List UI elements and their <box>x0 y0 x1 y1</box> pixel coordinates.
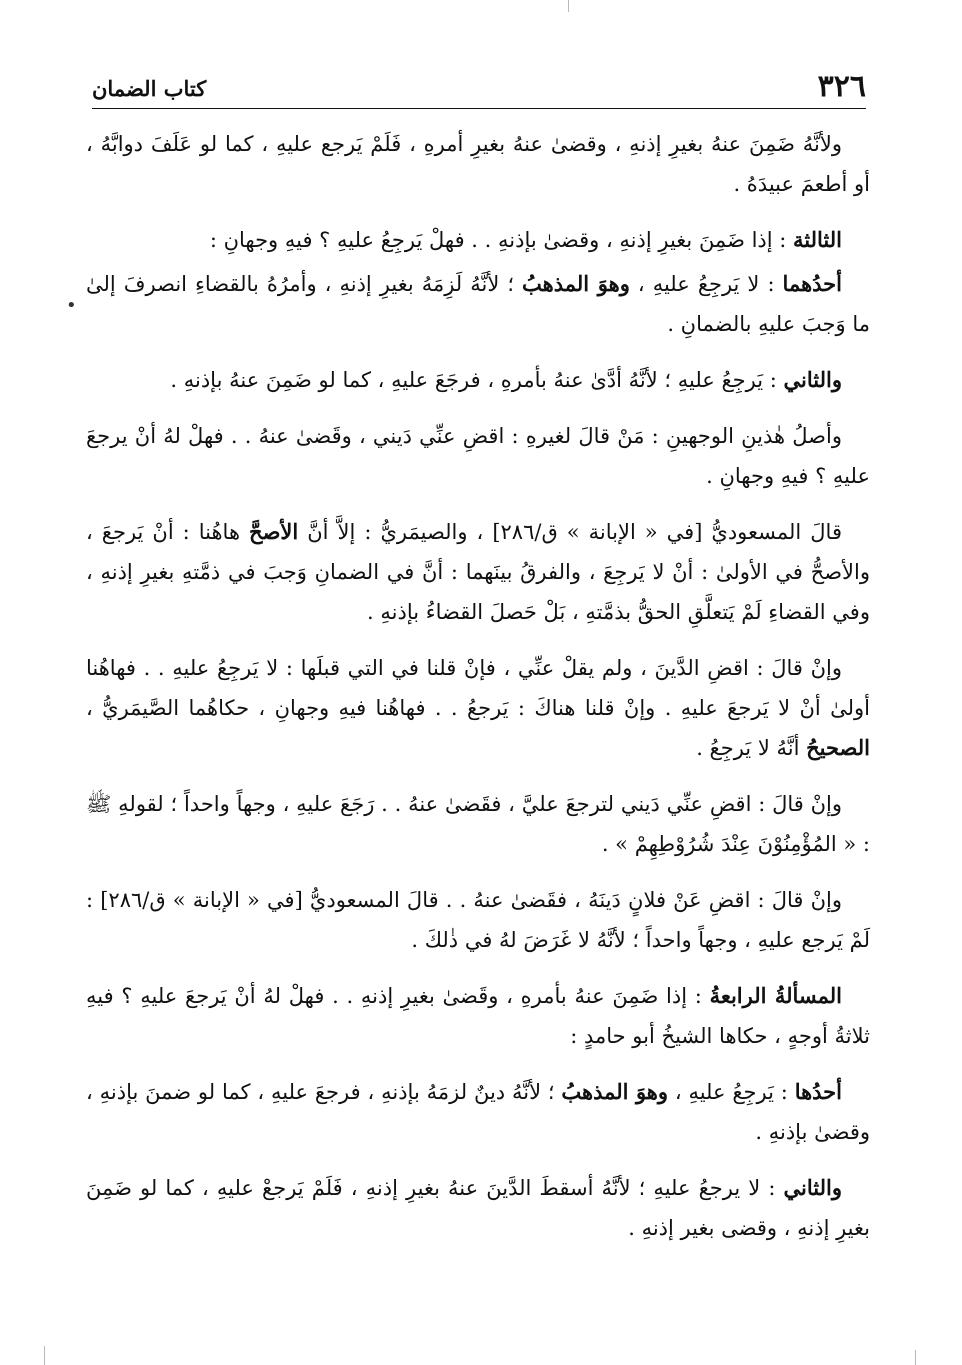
scan-line-top <box>568 0 569 12</box>
running-title: كتاب الضمان <box>92 76 207 101</box>
paragraph-lead: والثاني <box>783 367 842 392</box>
paragraph <box>86 124 870 204</box>
paragraph <box>86 648 870 768</box>
scan-line-bottom <box>44 1346 45 1365</box>
paragraph-text-after: أنَّهُ لا يَرجِعُ . <box>696 736 807 760</box>
paragraph-lead: أحدُهما <box>782 271 842 296</box>
paragraph <box>86 1072 870 1152</box>
paragraph <box>86 264 870 344</box>
paragraph <box>86 512 870 632</box>
paragraph-lead: والثاني <box>783 1175 842 1200</box>
scan-line-bottom-right <box>915 1350 916 1365</box>
paragraph <box>86 360 870 400</box>
paragraph <box>86 976 870 1056</box>
paragraph-emphasis: الصحيحُ <box>806 735 870 760</box>
margin-dot: • <box>66 295 77 316</box>
paragraph-lead: الثالثة <box>793 227 842 252</box>
paragraph-text: : لا يرجعُ عليهِ ؛ لأنَّهُ أسقطَ الدَّينَ عنهُ بغيرِ إذنهِ ، فَلَمْ يَرجعْ عليهِ ، كما لو ضَمِنَ بغيرِ إذنهِ ، وقضى بغير إذنهِ . <box>86 1176 870 1240</box>
paragraph <box>86 416 870 496</box>
paragraph-text-after: هاهُنا : أنْ يَرجعَ ، والأصحُّ في الأولىٰ : أنْ لا يَرجِعَ ، والفرقُ بينَهما : أنَّ في الضمانِ وَجبَ في ذمَّتهِ بغيرِ إذنهِ ، وفي القضاءِ لَمْ يَتعلَّقِ الحقُّ بذمَّتهِ ، بَلْ حَصلَ القضاءُ بإذنهِ . <box>86 520 870 624</box>
paragraph-text: : يَرجِعُ عليهِ ؛ لأنَّهُ أدَّىٰ عنهُ بأمرهِ ، فرجَعَ عليهِ ، كما لو ضَمِنَ عنهُ بإذنهِ . <box>170 368 784 392</box>
paragraph-text: وإنْ قالَ : اقضِ عَنْ فلانٍ دَينَهُ ، فقَضىٰ عنهُ . . قالَ المسعوديُّ [في « الإبانة » ق/٢٨٦] : لَمْ يَرجع عليهِ ، وجهاً واحداً ؛ لأنَّهُ لا غَرَضَ لهُ في ذٰلكَ . <box>86 888 870 952</box>
paragraph <box>86 1168 870 1248</box>
paragraph-text-after: ؛ لأنَّهُ دينٌ لزمَهُ بإذنهِ ، فرجعَ عليهِ ، كما لو ضمنَ بإذنهِ ، وقضىٰ بإذنهِ . <box>86 1080 870 1144</box>
paragraph-emphasis: وهوَ المذهبُ <box>561 1079 669 1104</box>
paragraph <box>86 880 870 960</box>
page-header <box>92 69 866 109</box>
paragraph-text: : يَرجِعُ عليهِ ، <box>668 1080 795 1104</box>
paragraph-lead: المسألةُ الرابعةُ <box>709 983 842 1008</box>
paragraph <box>86 220 870 260</box>
paragraph-text: وإنْ قالَ : اقضِ عنِّي دَيني لترجعَ عليَّ ، فقَضىٰ عنهُ . . رَجَعَ عليهِ ، وجهاً واحداً ؛ لقولهِ ﷺ : « المُؤْمِنُوْنَ عِنْدَ شُرُوْطِهِمْ » . <box>86 792 870 856</box>
paragraph-text-after: ؛ لأنَّهُ لَزِمَهُ بغيرِ إذنهِ ، وأمرُهُ بالقضاءِ انصرفَ إلىٰ ما وَجبَ عليهِ بالضمانِ . <box>86 272 870 336</box>
page-number: ٣٢٦ <box>817 69 866 104</box>
paragraph-text: وأصلُ هٰذينِ الوجهينِ : مَنْ قالَ لغيرهِ : اقضِ عنِّي دَيني ، وقَضىٰ عنهُ . . فهلْ لهُ أنْ يرجعَ عليهِ ؟ فيهِ وجهانِ . <box>86 424 870 488</box>
page-body <box>86 124 870 1264</box>
paragraph-text: قالَ المسعوديُّ [في « الإبانة » ق/٢٨٦] ، والصيمَريُّ : إلاَّ أنَّ <box>298 520 842 544</box>
paragraph-emphasis: الأصحَّ <box>249 519 299 544</box>
paragraph-emphasis: وهوَ المذهبُ <box>522 271 630 296</box>
paragraph <box>86 784 870 864</box>
paragraph-text: : إذا ضَمِنَ عنهُ بأمرهِ ، وقَضىٰ بغيرِ إذنهِ . . فهلْ لهُ أنْ يَرجعَ عليهِ ؟ فيهِ ثلاثةُ أوجهٍ ، حكاها الشيخُ أبو حامدٍ : <box>86 984 870 1048</box>
paragraph-text: ولأنَّهُ ضَمِنَ عنهُ بغيرِ إذنهِ ، وقضىٰ عنهُ بغيرِ أمرهِ ، فَلَمْ يَرجع عليهِ ، كما لو عَلَفَ دوابَّهُ ، أو أطعمَ عبيدَهُ . <box>86 132 870 196</box>
paragraph-text: : لا يَرجِعُ عليهِ ، <box>629 272 783 296</box>
paragraph-lead: أحدُها <box>794 1079 842 1104</box>
paragraph-text: : إذا ضَمِنَ بغيرِ إذنهِ ، وقضىٰ بإذنهِ . . فهلْ يَرجِعُ عليهِ ؟ فيهِ وجهانِ : <box>209 228 794 252</box>
paragraph-text: وإنْ قالَ : اقضِ الدَّينَ ، ولم يقلْ عنِّي ، فإنْ قلنا في التي قبلَها : لا يَرجِعُ عليهِ . . فهاهُنا أولىٰ أنْ لا يَرجعَ عليهِ . وإنْ قلنا هناكَ : يَرجعُ . . فهاهُنا فيهِ وجهانِ ، حكاهُما الصَّيمَريُّ ، <box>86 656 870 720</box>
